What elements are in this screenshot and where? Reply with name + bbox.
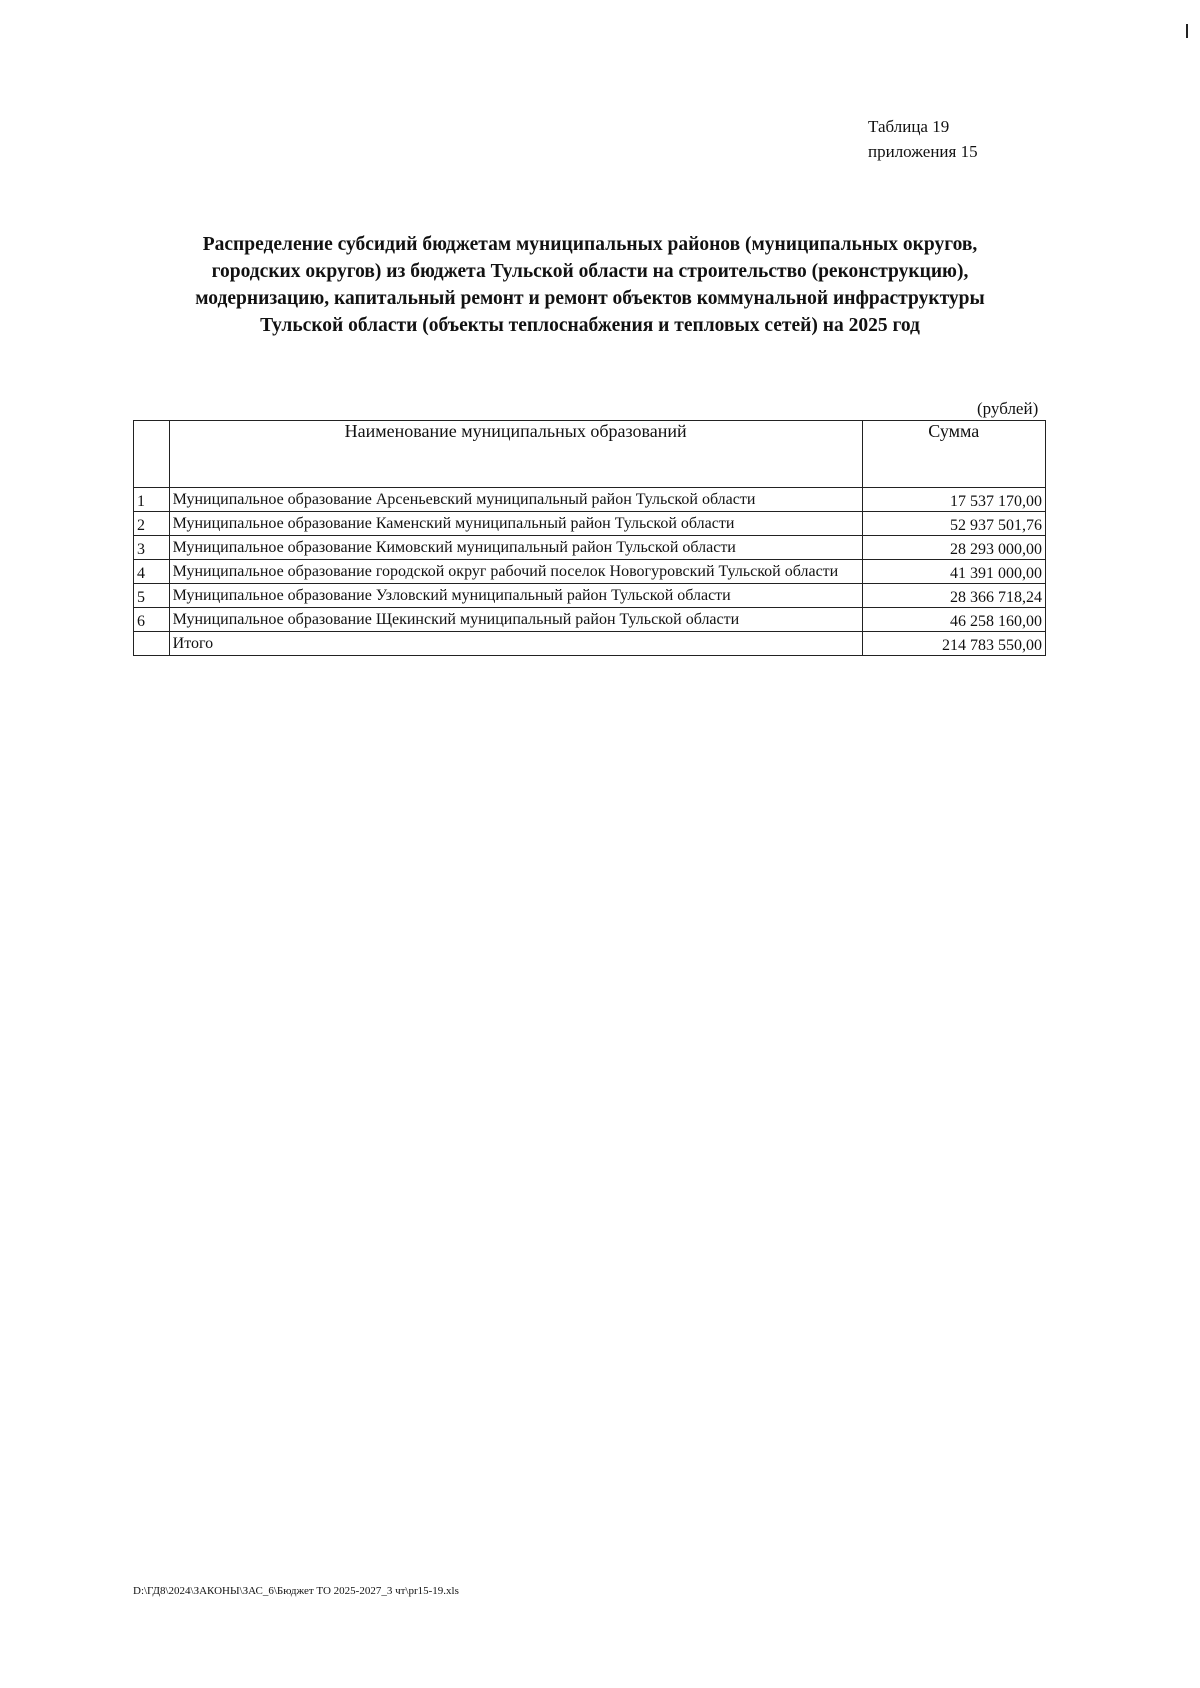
total-num-cell — [134, 632, 170, 656]
table-header-row — [134, 421, 1046, 488]
table-row — [134, 488, 1046, 512]
file-path-footer: D:\ГД8\2024\ЗАКОНЫ\ЗАС_6\Бюджет ТО 2025-2027_3 чт\pr15-19.xls — [133, 1585, 459, 1597]
table-row — [134, 512, 1046, 536]
row-name: Муниципальное образование Каменский муниципальный район Тульской области — [169, 512, 862, 536]
row-number: 1 — [134, 488, 170, 512]
row-sum: 28 293 000,00 — [862, 536, 1045, 560]
row-name: Муниципальное образование Узловский муниципальный район Тульской области — [169, 584, 862, 608]
row-name: Муниципальное образование Щекинский муниципальный район Тульской области — [169, 608, 862, 632]
title-line: Тульской области (объекты теплоснабжения и тепловых сетей) на 2025 год — [260, 315, 920, 336]
row-sum: 46 258 160,00 — [862, 608, 1045, 632]
header-num — [134, 421, 170, 488]
title-line: модернизацию, капитальный ремонт и ремонт объектов коммунальной инфраструктуры — [195, 288, 985, 309]
table-row — [134, 608, 1046, 632]
row-name: Муниципальное образование Кимовский муниципальный район Тульской области — [169, 536, 862, 560]
title-line: городских округов) из бюджета Тульской области на строительство (реконструкцию), — [211, 261, 969, 282]
table-number: Таблица 19 — [868, 117, 950, 136]
units-label: (рублей) — [977, 399, 1039, 418]
table-reference — [868, 114, 978, 164]
table-row — [134, 584, 1046, 608]
total-label: Итого — [169, 632, 862, 656]
table-row — [134, 536, 1046, 560]
row-sum: 17 537 170,00 — [862, 488, 1045, 512]
row-number: 4 — [134, 560, 170, 584]
row-number: 6 — [134, 608, 170, 632]
title-line: Распределение субсидий бюджетам муниципальных районов (муниципальных округов, — [202, 234, 978, 255]
row-name: Муниципальное образование городской округ рабочий поселок Новогуровский Тульской области — [169, 560, 862, 584]
row-number: 3 — [134, 536, 170, 560]
total-row — [134, 632, 1046, 656]
row-sum: 52 937 501,76 — [862, 512, 1045, 536]
row-sum: 41 391 000,00 — [862, 560, 1045, 584]
table-row — [134, 560, 1046, 584]
row-sum: 28 366 718,24 — [862, 584, 1045, 608]
appendix-number: приложения 15 — [868, 142, 978, 161]
row-number: 2 — [134, 512, 170, 536]
subsidy-table — [133, 420, 1046, 656]
row-name: Муниципальное образование Арсеньевский муниципальный район Тульской области — [169, 488, 862, 512]
page-edge-mark — [1186, 24, 1188, 38]
document-title — [140, 231, 1040, 339]
header-sum: Сумма — [862, 421, 1045, 488]
header-name: Наименование муниципальных образований — [169, 421, 862, 488]
total-sum: 214 783 550,00 — [862, 632, 1045, 656]
row-number: 5 — [134, 584, 170, 608]
